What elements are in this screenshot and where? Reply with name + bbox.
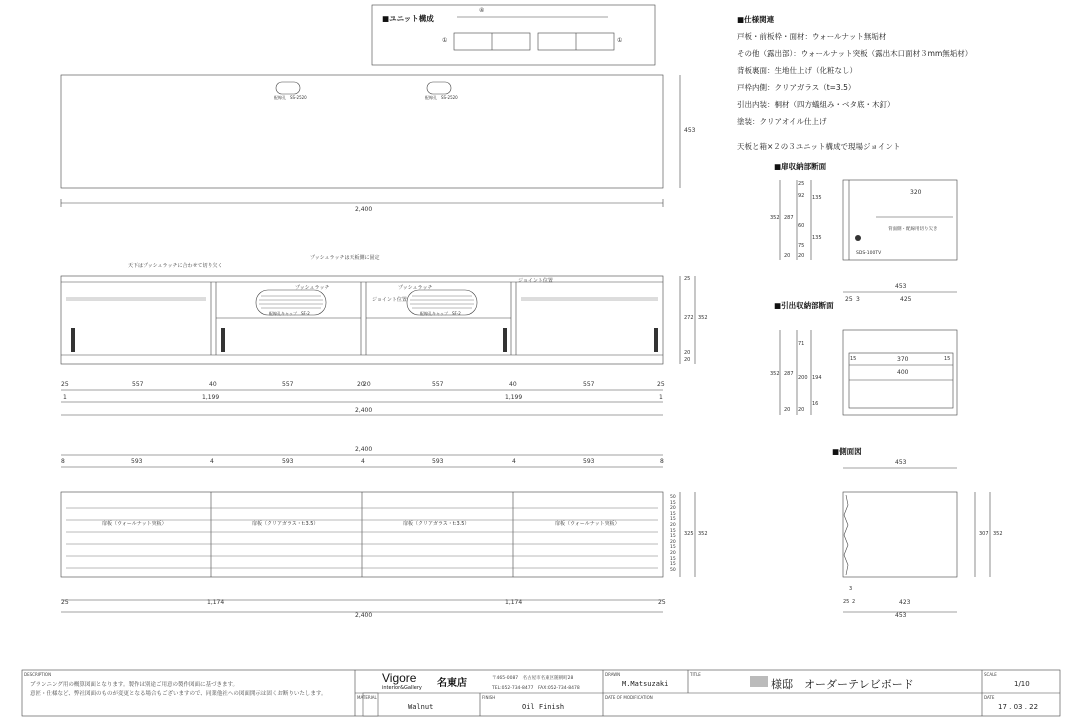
spec-block (737, 14, 972, 152)
rear-side-dim: 20 (670, 550, 676, 556)
unit-mark-top: ④ (479, 7, 485, 14)
top-cap-right (427, 82, 451, 94)
front-dim: 1 (659, 394, 663, 401)
rear-dim: 593 (583, 458, 595, 465)
brand-name: Vigore (382, 671, 417, 685)
rear-side-dim: 20 (670, 522, 676, 528)
spec-line: 戸枠内側：クリアガラス（t=3.5） (737, 83, 856, 92)
brand-sub: interior&Gallery (382, 685, 422, 691)
rear-side-total: 352 (698, 531, 708, 537)
rear-side-dim: 15 (670, 517, 676, 523)
front-side-dim: 352 (698, 315, 708, 321)
drawer-inner-dim: 400 (897, 369, 909, 376)
front-dim: 25 (657, 381, 665, 388)
door-width: 453 (895, 283, 907, 290)
drawn-value: M.Matsuzaki (622, 680, 669, 688)
front-dim: 20 (363, 381, 371, 388)
title-label: TITLE (690, 672, 701, 677)
front-cap-label: 配線孔キャップ SF-2 (269, 311, 310, 316)
door-dim: 20 (798, 253, 805, 259)
hinge-right (503, 328, 507, 352)
rear-side-dim: 50 (670, 495, 676, 500)
door-section-title: ■扉収納部断面 (774, 162, 827, 171)
front-side-dim: 20 (684, 350, 691, 356)
rear-side-dim: 15 (670, 500, 676, 506)
drawer-side-dim: 194 (812, 375, 822, 381)
description-line: プランニング用の概算図面となります。製作は別途ご用意の製作図面に基づきます。 (30, 682, 239, 688)
front-note: ジョイント位置 (518, 278, 553, 284)
drawer-inner-dim: 15 (850, 356, 857, 362)
front-dim: 557 (432, 381, 444, 388)
front-dim: 1,199 (202, 394, 220, 401)
drawer-side-dim: 200 (798, 375, 808, 381)
rear-side-total: 325 (684, 531, 694, 537)
door-dim: 92 (798, 193, 805, 199)
door-dim: 25 (798, 181, 805, 187)
spec-line: 背板裏面：生地仕上げ（化粧なし） (737, 66, 857, 75)
rear-dim: 4 (361, 458, 365, 465)
side-view-title: ■側面図 (832, 447, 862, 456)
description-line: 意匠・仕様など、弊社図面のものが変更となる場合もございますので、同業他社への図面開示は固くお断りいたします。 (30, 691, 327, 697)
front-side-dim: 20 (684, 357, 691, 363)
side-dim: 352 (993, 531, 1003, 537)
hinge-left (71, 328, 75, 352)
modification-label: DATE OF MODIFICATION (605, 695, 653, 700)
unit-box-title: ■ユニット構成 (382, 14, 434, 23)
drawer-inner-dim: 15 (944, 356, 951, 362)
material-label: MATERIAL (357, 695, 377, 700)
material-value: Walnut (408, 703, 434, 711)
hinge-left-2 (221, 328, 225, 352)
drawer-inner-dim: 370 (897, 356, 909, 363)
hinge-mechanism (855, 235, 861, 241)
rear-side-dim: 20 (670, 539, 676, 545)
scale-value: 1/10 (1014, 680, 1030, 688)
drawer-top-dim: 25 (845, 296, 853, 303)
drawer-top-dim: 425 (900, 296, 912, 303)
date-label: DATE (984, 695, 995, 700)
drawer-side-dim: 352 (770, 371, 780, 377)
front-note: プッシュラッチ (295, 285, 330, 291)
drawer-top-dim: 3 (856, 296, 860, 303)
shop-name: 名東店 (437, 678, 467, 689)
door-dim: 287 (784, 215, 794, 221)
spec-line: その他（露出部）：ウォールナット突板（露出木口面材３mm無垢材） (737, 49, 973, 58)
side-dim: 25 (843, 599, 850, 605)
drawer-side-dim: 20 (798, 407, 805, 413)
rear-bottom-dim: 25 (658, 599, 666, 606)
door-dim-width: 320 (910, 189, 922, 196)
side-dim: 423 (899, 599, 911, 606)
date-value: 17 . 03 . 22 (998, 703, 1039, 711)
spec-line: 塗装：クリアオイル仕上げ (737, 117, 827, 126)
client-name-redaction (750, 676, 768, 687)
front-note: プッシュラッチ (398, 285, 433, 291)
rear-dim: 593 (282, 458, 294, 465)
top-depth-dim: 453 (684, 127, 696, 134)
description-label: DESCRIPTION (24, 672, 52, 677)
drawer-side-dim: 71 (798, 341, 805, 347)
front-side-dim: 25 (684, 276, 691, 282)
rear-side-dim: 15 (670, 556, 676, 562)
front-note: 天下はプッシュラッチに合わせて切り欠く (128, 263, 223, 269)
hinge-right-2 (654, 328, 658, 352)
rear-side-dim: 15 (670, 562, 676, 568)
front-note: プッシュラッチは天板側に固定 (310, 255, 380, 261)
side-dim: 2 (852, 599, 856, 605)
door-dim: 352 (770, 215, 780, 221)
door-dim: 20 (784, 253, 791, 259)
top-width-dim: 2,400 (355, 206, 373, 213)
front-view-outline (61, 276, 663, 364)
rear-panel-label: 扉板（ウォールナット突板） (102, 521, 167, 527)
door-dim: 60 (798, 223, 805, 229)
rear-side-dim: 15 (670, 528, 676, 534)
finish-label: FINISH (482, 695, 496, 700)
front-dim: 25 (61, 381, 69, 388)
rear-side-dim: 15 (670, 534, 676, 540)
rear-bottom-dim: 1,174 (505, 599, 523, 606)
spec-title: ■仕様関連 (737, 15, 775, 24)
drawer-side-dim: 287 (784, 371, 794, 377)
rear-total-top: 2,400 (355, 446, 373, 453)
door-dim: 135 (812, 235, 822, 241)
rear-panel-label: 扉板（ウォールナット突板） (555, 521, 620, 527)
front-dim: 557 (282, 381, 294, 388)
front-note: ジョイント位置 (372, 297, 407, 303)
side-dim: 307 (979, 531, 989, 537)
rear-bottom-dim: 25 (61, 599, 69, 606)
spec-line: 戸板・前板枠・面材：ウォールナット無垢材 (737, 32, 887, 41)
front-dim: 557 (132, 381, 144, 388)
rear-dim: 4 (210, 458, 214, 465)
front-side-dim: 272 (684, 315, 694, 321)
drawer-section-title: ■引出収納部断面 (774, 301, 834, 310)
side-view-outline (843, 492, 957, 577)
unit-mark-left: ① (442, 37, 448, 44)
finish-value: Oil Finish (522, 703, 565, 711)
rear-side-dim: 50 (670, 567, 676, 573)
drawer-side-dim: 16 (812, 401, 819, 407)
door-section-outline (843, 180, 957, 260)
front-dim: 20 (357, 381, 365, 388)
drawing-title: 様邸 オーダーテレビボード (771, 678, 914, 691)
front-dim: 1,199 (505, 394, 523, 401)
rear-side-dim: 15 (670, 511, 676, 517)
unit-mark-right: ① (617, 37, 623, 44)
rear-dim: 8 (61, 458, 65, 465)
shop-address: 〒465-0087 名古屋市名東区随朝町28 (492, 676, 574, 681)
rear-side-dim: 15 (670, 545, 676, 551)
side-width-bottom: 453 (895, 612, 907, 619)
rear-bottom-dim: 1,174 (207, 599, 225, 606)
drawer-side-dim: 20 (784, 407, 791, 413)
spec-line: 引出内装：桐材（四方蟻組み・ベタ底・木釘） (737, 100, 895, 109)
rear-dim: 593 (432, 458, 444, 465)
top-cap-label-right: 配線孔 SS-2520 (425, 95, 458, 100)
top-cap-label-left: 配線孔 SS-2520 (274, 95, 307, 100)
rear-panel-label: 扉板（クリアガラス・t:3.5） (252, 521, 319, 527)
side-width-top: 453 (895, 459, 907, 466)
spec-line: 天板と箱×２の３ユニット構成で現場ジョイント (737, 142, 901, 151)
scale-label: SCALE (984, 672, 997, 677)
door-note: SDS-100TV (856, 251, 882, 256)
top-cap-left (276, 82, 300, 94)
rear-panel-label: 扉板（クリアガラス・t:3.5） (403, 521, 470, 527)
door-note: 背面側・配線用切り欠き (888, 227, 938, 232)
rear-side-dim: 20 (670, 506, 676, 512)
rear-dim: 593 (131, 458, 143, 465)
door-dim: 75 (798, 243, 805, 249)
side-dim: 3 (849, 586, 853, 592)
rear-side-dims (670, 495, 684, 573)
rear-dim: 4 (512, 458, 516, 465)
rear-total-bottom: 2,400 (355, 612, 373, 619)
drawn-label: DRAWN (605, 672, 621, 677)
front-dim: 1 (63, 394, 67, 401)
front-total-dim: 2,400 (355, 407, 373, 414)
front-dim: 557 (583, 381, 595, 388)
door-dim: 135 (812, 195, 822, 201)
top-view-outline (61, 75, 663, 188)
shop-tel: TEL:052-734-8477 FAX:052-734-8478 (492, 686, 580, 691)
rear-dim: 8 (660, 458, 664, 465)
front-cap-label: 配線孔キャップ SF-2 (420, 311, 461, 316)
front-dim: 40 (209, 381, 217, 388)
front-dim: 40 (509, 381, 517, 388)
